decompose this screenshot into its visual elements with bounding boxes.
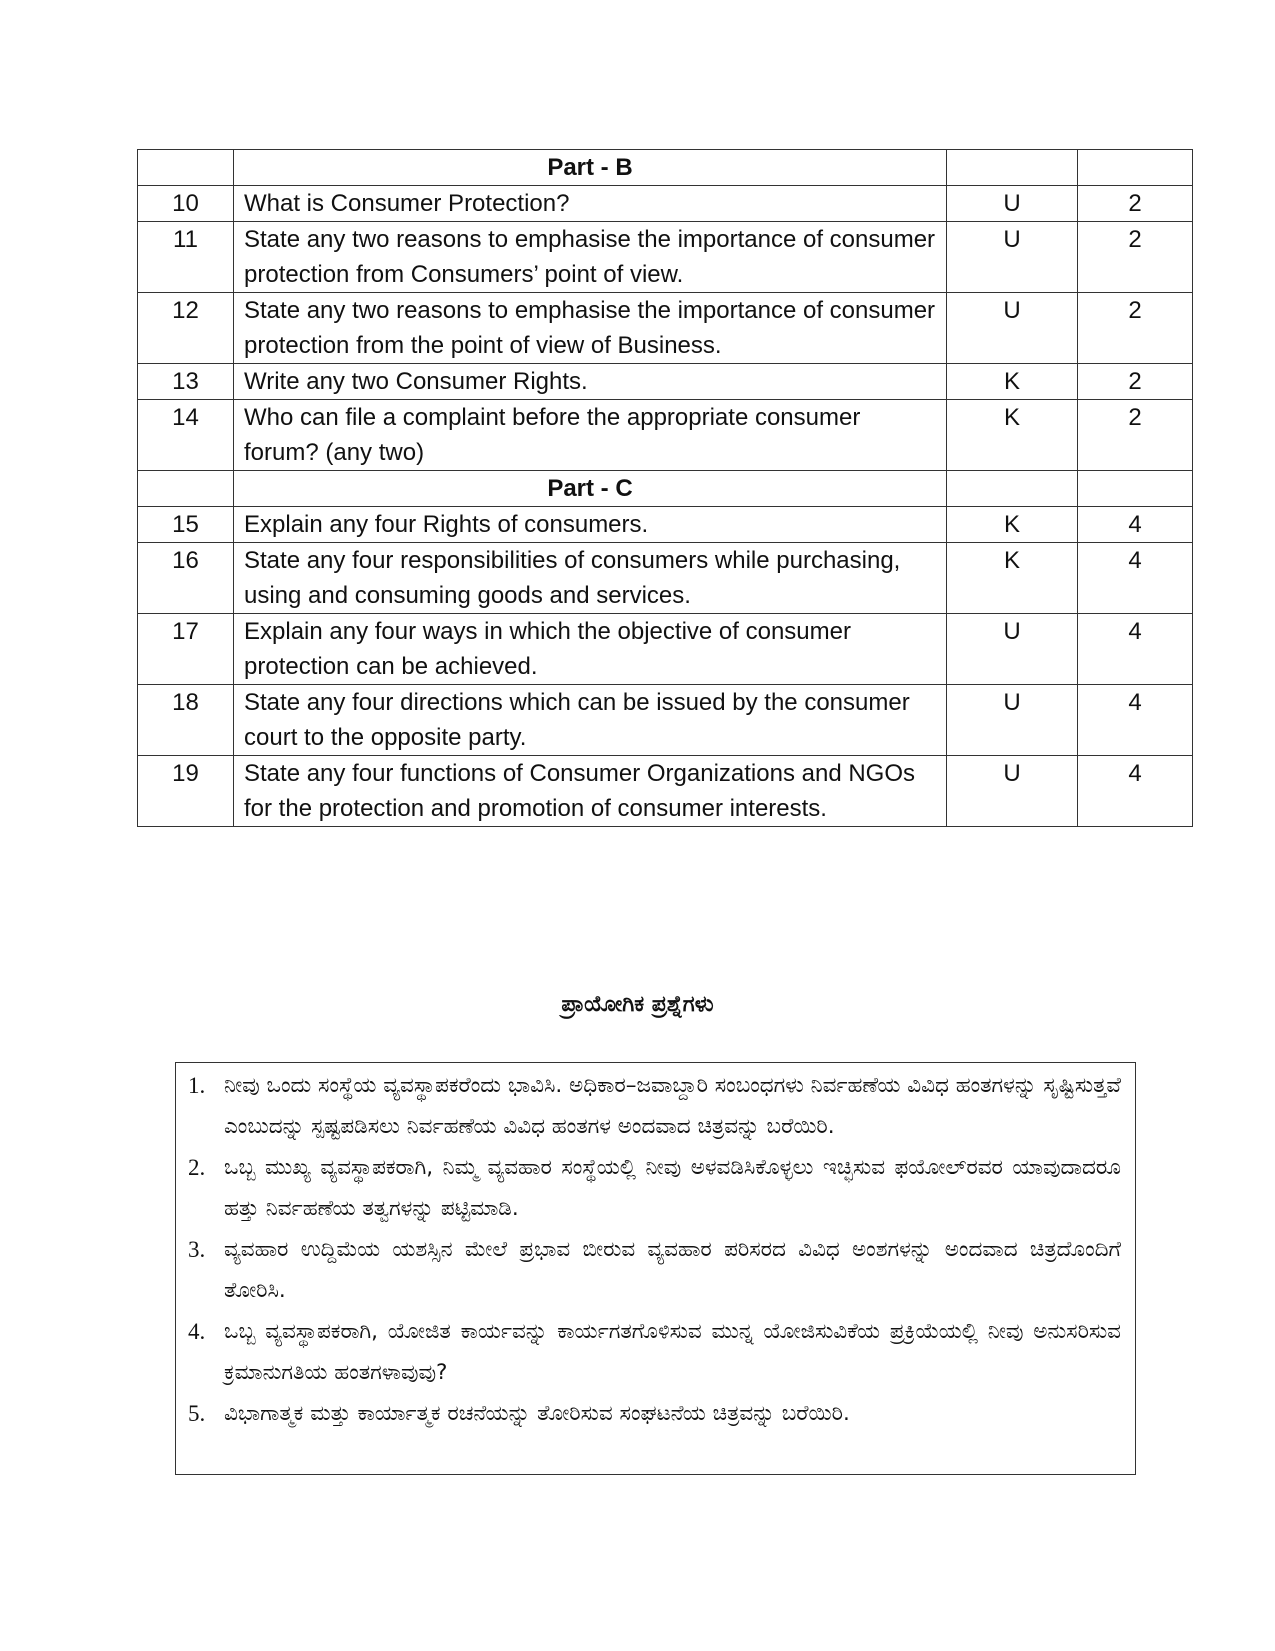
part-b-no-cell — [138, 150, 234, 186]
question-level: U — [947, 756, 1078, 827]
item-text: ನೀವು ಒಂದು ಸಂಸ್ಥೆಯ ವ್ಯವಸ್ಥಾಪಕರೆಂದು ಭಾವಿಸಿ. ಅಧಿಕಾರ–ಜವಾಬ್ದಾರಿ ಸಂಬಂಧಗಳು ನಿರ್ವಹಣೆಯ ವಿವಿಧ ಹಂತಗಳನ್ನು ಸೃಷ್ಟಿಸುತ್ತವೆ ಎಂಬುದನ್ನು ಸ್ಪಷ್ಟಪಡಿಸಲು ನಿರ್ವಹಣೆಯ ವಿವಿಧ ಹಂತಗಳ ಅಂದವಾದ ಚಿತ್ರವನ್ನು ಬರೆಯಿರಿ. — [224, 1073, 1121, 1139]
table-row — [138, 614, 1193, 685]
question-number: 14 — [138, 400, 234, 471]
item-number: 4. — [188, 1319, 206, 1344]
part-c-no-cell — [138, 471, 234, 507]
question-marks: 4 — [1078, 543, 1193, 614]
table-row — [138, 293, 1193, 364]
question-marks: 4 — [1078, 507, 1193, 543]
item-text: ವ್ಯವಹಾರ ಉದ್ದಿಮೆಯ ಯಶಸ್ಸಿನ ಮೇಲೆ ಪ್ರಭಾವ ಬೀರುವ ವ್ಯವಹಾರ ಪರಿಸರದ ವಿವಿಧ ಅಂಶಗಳನ್ನು ಅಂದವಾದ ಚಿತ್ರದೊಂದಿಗೆ ತೋರಿಸಿ. — [224, 1237, 1121, 1303]
question-number: 10 — [138, 186, 234, 222]
question-level: U — [947, 222, 1078, 293]
part-b-level-cell — [947, 150, 1078, 186]
question-level: K — [947, 364, 1078, 400]
question-marks: 4 — [1078, 614, 1193, 685]
question-marks: 2 — [1078, 293, 1193, 364]
question-marks: 4 — [1078, 756, 1193, 827]
part-b-marks-cell — [1078, 150, 1193, 186]
question-text: Explain any four Rights of consumers. — [234, 507, 947, 543]
question-level: K — [947, 543, 1078, 614]
question-level: U — [947, 186, 1078, 222]
list-item — [188, 1393, 1121, 1434]
question-text: Write any two Consumer Rights. — [234, 364, 947, 400]
question-level: U — [947, 293, 1078, 364]
question-marks: 2 — [1078, 186, 1193, 222]
item-number: 5. — [188, 1401, 206, 1426]
practical-questions-list — [188, 1065, 1121, 1434]
question-text: State any four responsibilities of consumers while purchasing, using and consuming goods and services. — [234, 543, 947, 614]
question-level: U — [947, 614, 1078, 685]
part-c-level-cell — [947, 471, 1078, 507]
practical-questions-box — [175, 1062, 1136, 1475]
question-marks: 2 — [1078, 222, 1193, 293]
question-level: U — [947, 685, 1078, 756]
item-number: 1. — [188, 1073, 206, 1098]
question-text: Explain any four ways in which the objective of consumer protection can be achieved. — [234, 614, 947, 685]
question-number: 18 — [138, 685, 234, 756]
item-number: 3. — [188, 1237, 206, 1262]
table-row — [138, 400, 1193, 471]
question-level: K — [947, 507, 1078, 543]
table-row — [138, 186, 1193, 222]
table-row — [138, 685, 1193, 756]
question-marks: 2 — [1078, 400, 1193, 471]
table-row — [138, 507, 1193, 543]
question-text: State any four directions which can be issued by the consumer court to the opposite party. — [234, 685, 947, 756]
question-number: 12 — [138, 293, 234, 364]
question-text: State any two reasons to emphasise the importance of consumer protection from the point of view of Business. — [234, 293, 947, 364]
item-text: ಒಬ್ಬ ಮುಖ್ಯ ವ್ಯವಸ್ಥಾಪಕರಾಗಿ, ನಿಮ್ಮ ವ್ಯವಹಾರ ಸಂಸ್ಥೆಯಲ್ಲಿ ನೀವು ಅಳವಡಿಸಿಕೊಳ್ಳಲು ಇಚ್ಛಿಸುವ ಫಯೋಲ್‌ರವರ ಯಾವುದಾದರೂ ಹತ್ತು ನಿರ್ವಹಣೆಯ ತತ್ವಗಳನ್ನು ಪಟ್ಟಿಮಾಡಿ. — [224, 1155, 1121, 1221]
question-level: K — [947, 400, 1078, 471]
part-b-header-row — [138, 150, 1193, 186]
question-number: 19 — [138, 756, 234, 827]
question-number: 15 — [138, 507, 234, 543]
item-text: ಒಬ್ಬ ವ್ಯವಸ್ಥಾಪಕರಾಗಿ, ಯೋಜಿತ ಕಾರ್ಯವನ್ನು ಕಾರ್ಯಗತಗೊಳಿಸುವ ಮುನ್ನ ಯೋಜಿಸುವಿಕೆಯ ಪ್ರಕ್ರಿಯೆಯಲ್ಲಿ ನೀವು ಅನುಸರಿಸುವ ಕ್ರಮಾನುಗತಿಯ ಹಂತಗಳಾವುವು? — [224, 1319, 1121, 1385]
question-table — [137, 149, 1193, 827]
question-text: State any two reasons to emphasise the importance of consumer protection from Consumers’ point of view. — [234, 222, 947, 293]
list-item — [188, 1311, 1121, 1393]
question-number: 11 — [138, 222, 234, 293]
question-text: State any four functions of Consumer Organizations and NGOs for the protection and promotion of consumer interests. — [234, 756, 947, 827]
table-row — [138, 364, 1193, 400]
list-item — [188, 1065, 1121, 1147]
question-number: 13 — [138, 364, 234, 400]
question-number: 16 — [138, 543, 234, 614]
part-b-title: Part - B — [234, 150, 947, 186]
question-marks: 2 — [1078, 364, 1193, 400]
part-c-marks-cell — [1078, 471, 1193, 507]
list-item — [188, 1147, 1121, 1229]
table-row — [138, 756, 1193, 827]
list-item — [188, 1229, 1121, 1311]
item-number: 2. — [188, 1155, 206, 1180]
table-row — [138, 543, 1193, 614]
question-number: 17 — [138, 614, 234, 685]
question-text: What is Consumer Protection? — [234, 186, 947, 222]
practical-questions-title: ಪ್ರಾಯೋಗಿಕ ಪ್ರಶ್ನೆಗಳು — [561, 992, 714, 1017]
item-text: ವಿಭಾಗಾತ್ಮಕ ಮತ್ತು ಕಾರ್ಯಾತ್ಮಕ ರಚನೆಯನ್ನು ತೋರಿಸುವ ಸಂಘಟನೆಯ ಚಿತ್ರವನ್ನು ಬರೆಯಿರಿ. — [224, 1401, 850, 1426]
question-marks: 4 — [1078, 685, 1193, 756]
table-row — [138, 222, 1193, 293]
question-text: Who can file a complaint before the appropriate consumer forum? (any two) — [234, 400, 947, 471]
part-c-title: Part - C — [234, 471, 947, 507]
part-c-header-row — [138, 471, 1193, 507]
